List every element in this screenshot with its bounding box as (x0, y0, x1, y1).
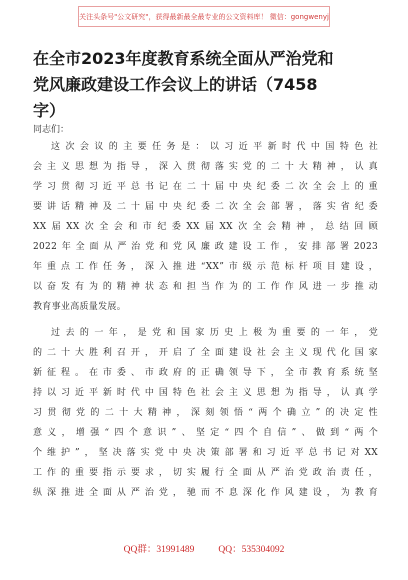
title-line: 党风廉政建设工作会议上的讲话（7458 (33, 75, 318, 94)
paragraph-line: 纵深推进全面从严治党，驰而不息深化作风建设，为教育 (33, 488, 378, 498)
title-line: 字） (33, 101, 66, 120)
paragraph-line: 的二十大胜利召开，开启了全面建设社会主义现代化国家 (33, 348, 378, 358)
paragraph-line: 工作的重要指示要求，切实履行全面从严治党政治责任， (33, 468, 378, 478)
paragraph-line: 个维护”，坚决落实党中央决策部署和习近平总书记对XX (33, 448, 378, 458)
footer-qq-group: QQ群：31991489 (123, 545, 195, 555)
promo-banner (78, 6, 330, 27)
paragraph-2 (33, 323, 378, 503)
paragraph-line: 要讲话精神及二十届中央纪委二次全会部署，落实省纪委 (33, 202, 378, 212)
paragraph-line: 持以习近平新时代中国特色社会主义思想为指导，认真学 (33, 388, 378, 398)
salutation: 同志们： (33, 125, 70, 135)
paragraph-line: 学习贯彻习近平总书记在二十届中央纪委二次全会上的重 (33, 182, 378, 192)
document-body (33, 137, 378, 509)
paragraph-line: 会主义思想为指导，深入贯彻落实党的二十大精神，认真 (33, 162, 378, 172)
paragraph-line: 教育事业高质量发展。 (33, 302, 127, 312)
paragraph-line: 年重点工作任务，深入推进“XX”市级示范标杆项目建设， (33, 262, 378, 272)
footer-qq: QQ：535304092 (218, 545, 285, 555)
paragraph-line: 以奋发有为的精神状态和担当作为的工作作风进一步推动 (33, 282, 378, 292)
paragraph-line: 2022年全面从严治党和党风廉政建设工作，安排部署2023 (33, 242, 378, 252)
promo-banner-text: 关注头条号"公文研究"，获得最新最全最专业的公文资料库！ 微信：gongwenyj (79, 12, 329, 21)
paragraph-line: XX届XX次全会和市纪委XX届XX次全会精神，总结回顾 (33, 222, 378, 232)
paragraph-1 (33, 137, 378, 317)
paragraph-line: 意义，增强“四个意识”、坚定“四个自信”、做到“两个 (33, 428, 378, 438)
footer-contact (0, 541, 408, 555)
title-line: 在全市2023年度教育系统全面从严治党和 (33, 49, 334, 68)
document-title (33, 46, 378, 124)
paragraph-line: 这次会议的主要任务是：以习近平新时代中国特色社 (51, 142, 378, 152)
paragraph-line: 过去的一年，是党和国家历史上极为重要的一年，党 (51, 328, 378, 338)
paragraph-line: 新征程。在市委、市政府的正确领导下，全市教育系统坚 (33, 368, 378, 378)
paragraph-line: 习贯彻党的二十大精神，深刻领悟“两个确立”的决定性 (33, 408, 378, 418)
